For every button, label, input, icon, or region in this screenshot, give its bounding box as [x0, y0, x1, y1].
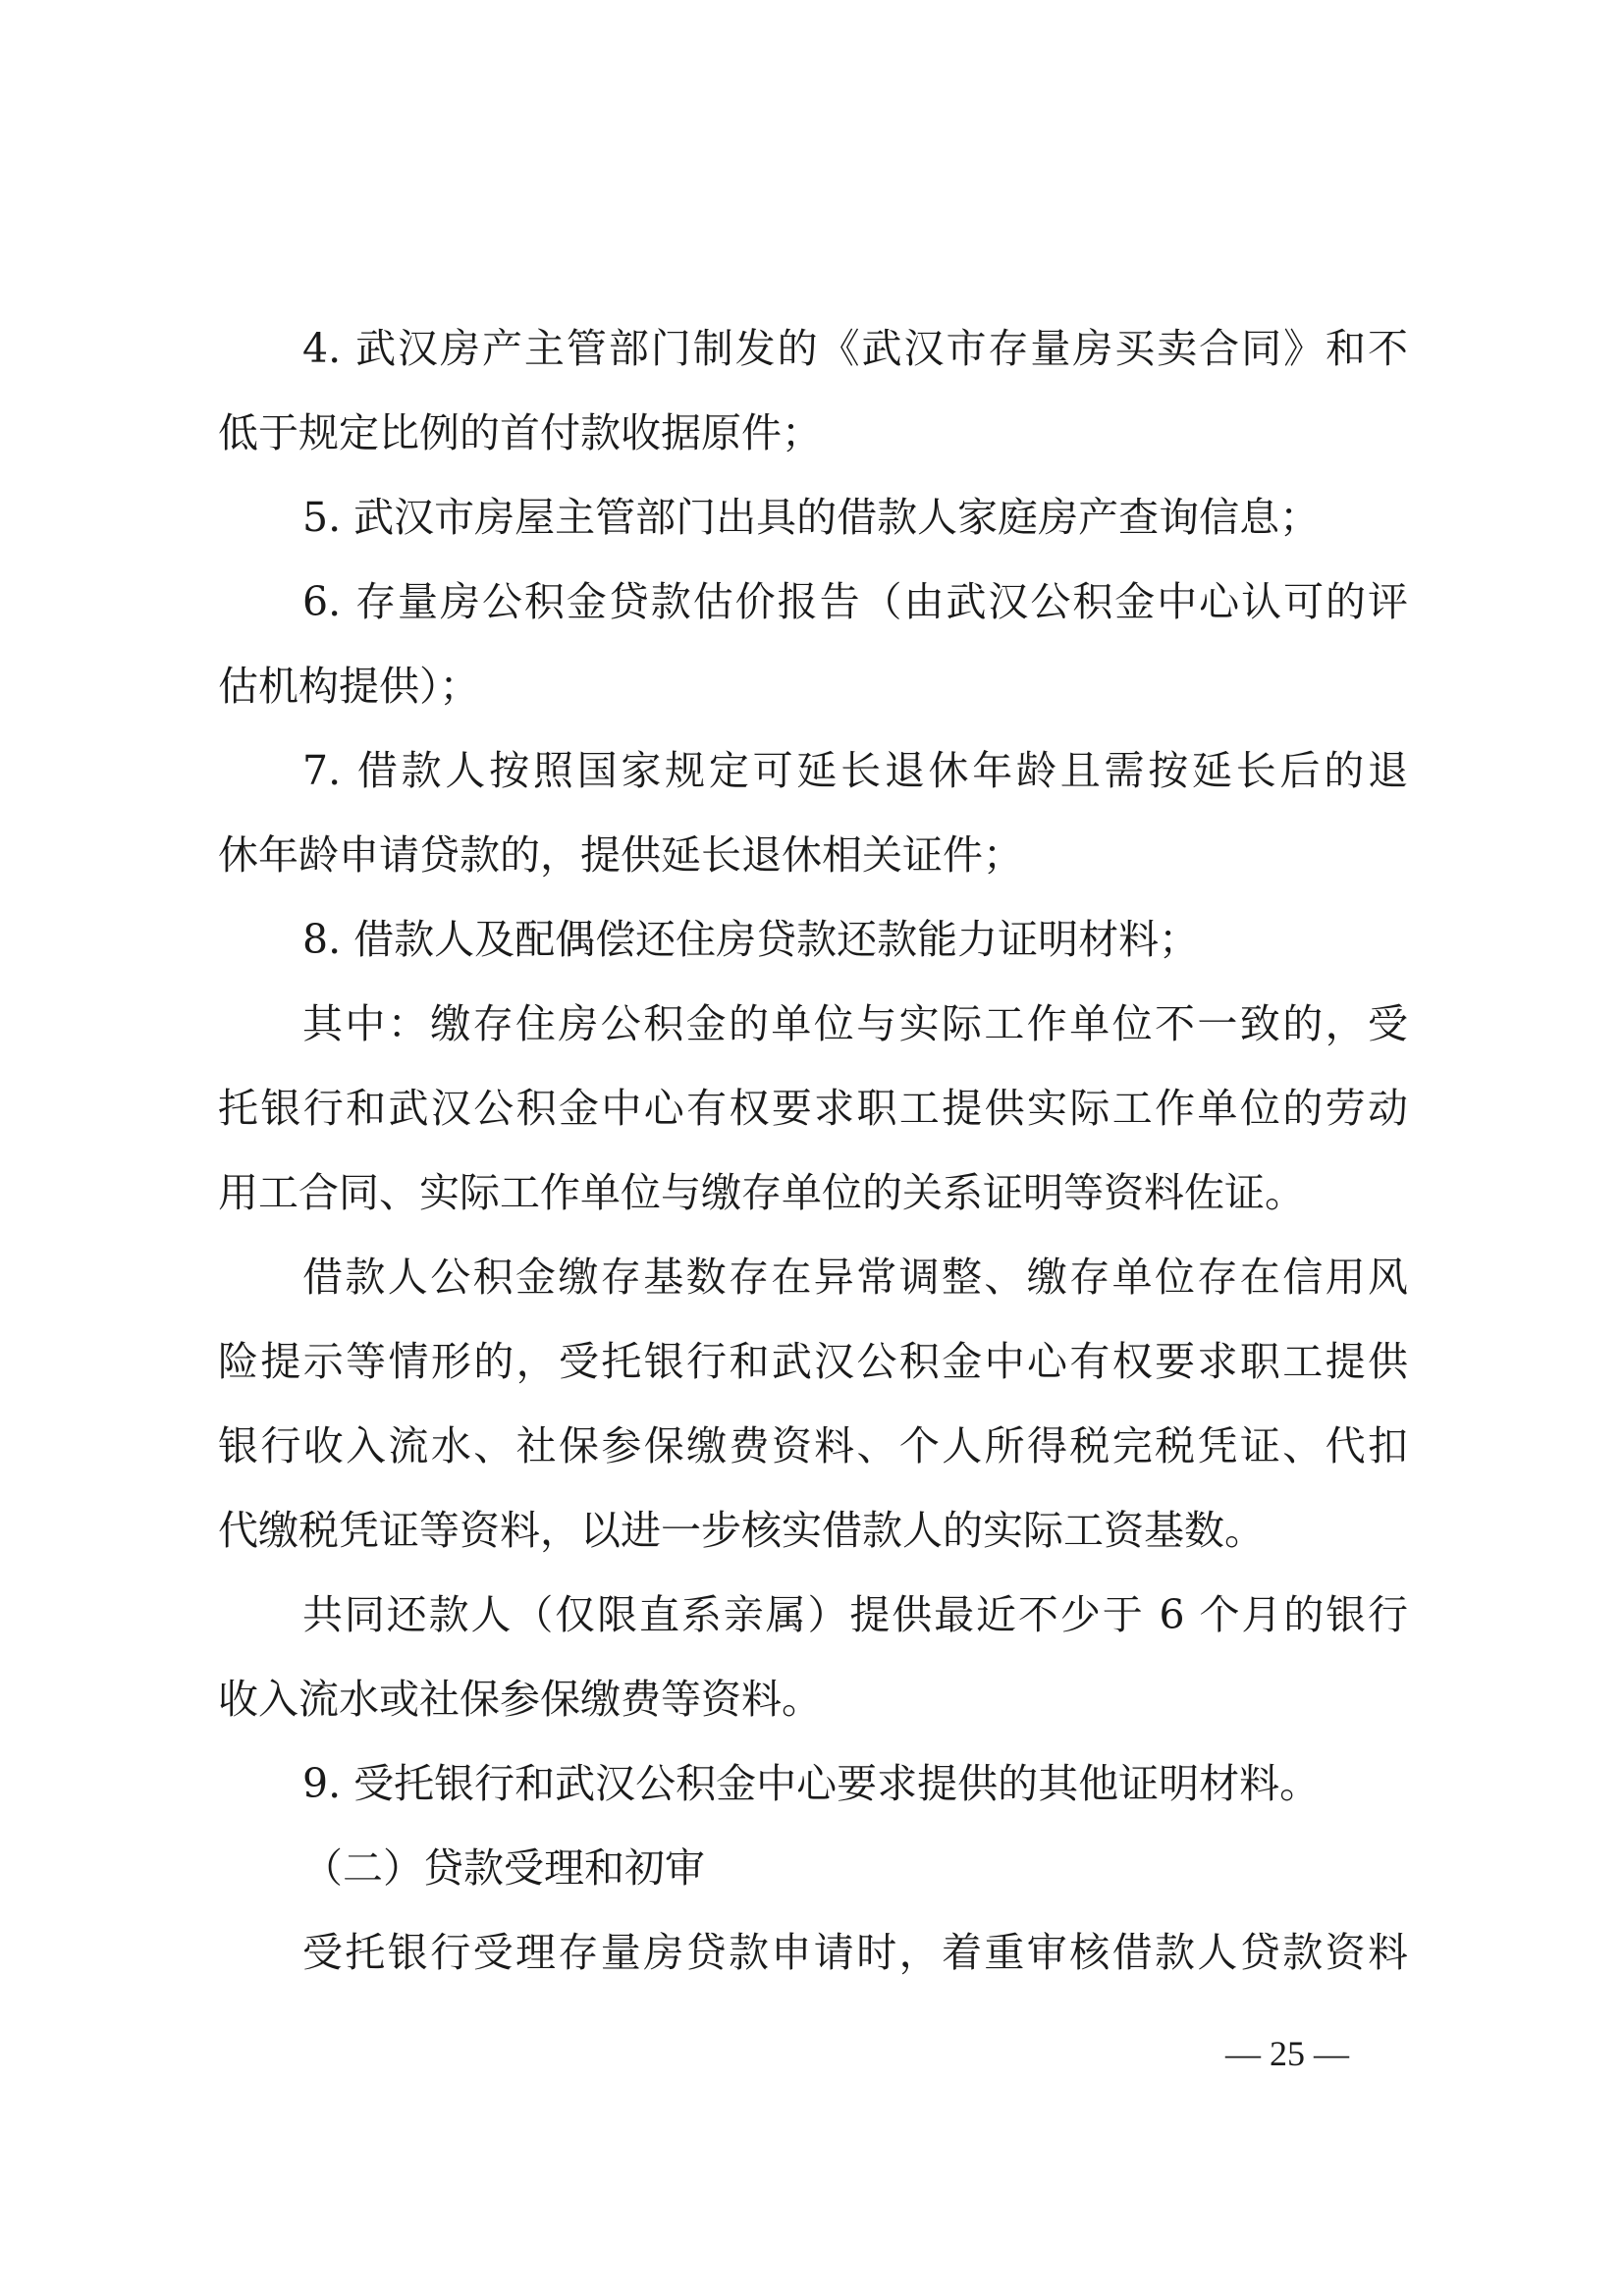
text-line: 其中：缴存住房公积金的单位与实际工作单位不一致的，受 — [302, 1000, 1408, 1047]
text-line: 险提示等情形的，受托银行和武汉公积金中心有权要求职工提供 — [218, 1338, 1408, 1385]
text-line: 估机构提供）； — [218, 663, 480, 710]
text-line: 借款人公积金缴存基数存在异常调整、缴存单位存在信用风 — [302, 1254, 1408, 1301]
text-line: 共同还款人（仅限直系亲属）提供最近不少于 6 个月的银行 — [302, 1591, 1408, 1638]
text-line: 代缴税凭证等资料，以进一步核实借款人的实际工资基数。 — [218, 1507, 1265, 1554]
text-line: 8. 借款人及配偶偿还住房贷款还款能力证明材料； — [302, 916, 1200, 963]
text-line: 6. 存量房公积金贷款估价报告（由武汉公积金中心认可的评 — [302, 578, 1408, 625]
text-line: 9. 受托银行和武汉公积金中心要求提供的其他证明材料。 — [302, 1760, 1321, 1807]
text-line: 7. 借款人按照国家规定可延长退休年龄且需按延长后的退 — [302, 747, 1408, 794]
text-line: 托银行和武汉公积金中心有权要求职工提供实际工作单位的劳动 — [218, 1085, 1408, 1132]
text-line: 4. 武汉房产主管部门制发的《武汉市存量房买卖合同》和不 — [302, 325, 1408, 372]
document-body — [218, 306, 1408, 1995]
text-line: 用工合同、实际工作单位与缴存单位的关系证明等资料佐证。 — [218, 1169, 1305, 1216]
text-line: 5. 武汉市房屋主管部门出具的借款人家庭房产查询信息； — [302, 494, 1321, 541]
section-heading: （二）贷款受理和初审 — [302, 1844, 705, 1892]
text-line: 受托银行受理存量房贷款申请时，着重审核借款人贷款资料 — [302, 1929, 1408, 1976]
text-line: 银行收入流水、社保参保缴费资料、个人所得税完税凭证、代扣 — [218, 1422, 1408, 1469]
page-number: — 25 — — [1225, 2034, 1349, 2073]
text-line: 收入流水或社保参保缴费等资料。 — [218, 1676, 822, 1723]
text-line: 低于规定比例的首付款收据原件； — [218, 409, 822, 456]
text-line: 休年龄申请贷款的，提供延长退休相关证件； — [218, 831, 1023, 879]
